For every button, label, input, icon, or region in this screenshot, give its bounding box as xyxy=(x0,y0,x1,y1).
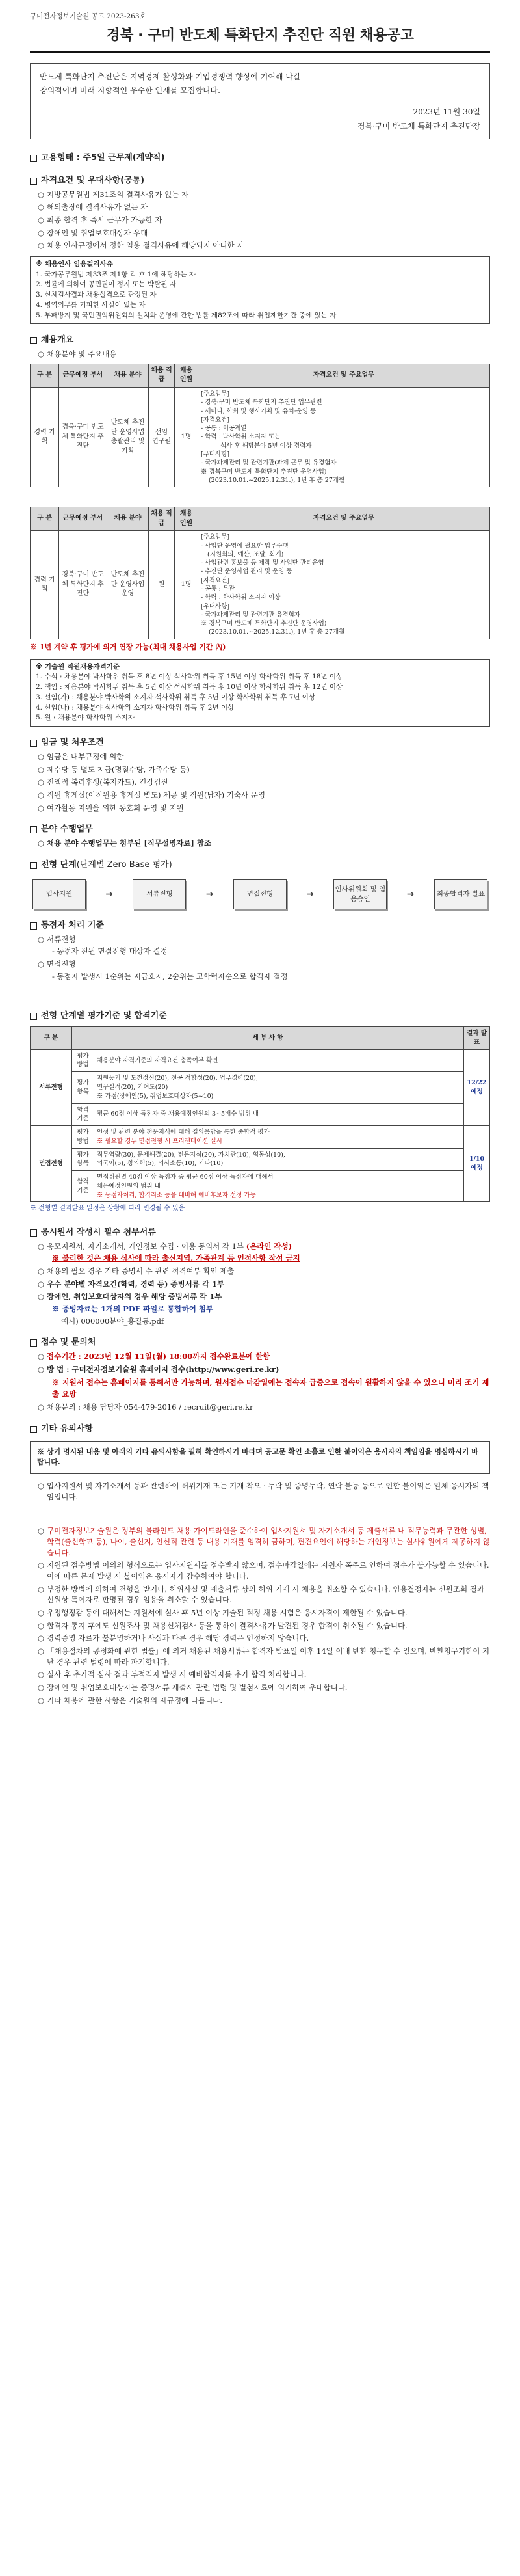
section-title: 고용형태 : 주5일 근무제(계약직) xyxy=(41,152,165,163)
table-row: 합격 기준 면접위원별 40점 이상 득점자 중 평균 60점 이상 득점자에 대해서 채용예정인원의 범위 내 ※ 동점자처리, 합격취소 등을 대비해 예비후보자 선정 가능 xyxy=(31,1171,490,1202)
square-bullet-icon xyxy=(30,922,37,930)
table-row: 평가 항목 직무역량(30), 문제해결(20), 전문지식(20), 가치관(10), 협동성(10), 외국어(5), 창의력(5), 의사소통(10), 기타(10) xyxy=(31,1148,490,1171)
list-item: ○ 우정행정감 등에 대해서는 지원서에 실사 후 5년 이상 기술된 적정 채용 시험은 응시자격이 제한될 수 있습니다. xyxy=(38,1607,408,1617)
intro-box xyxy=(30,63,490,139)
contract-note: ※ 1년 계약 후 평가에 의거 연장 가능(최대 채용사업 기간 內) xyxy=(30,642,226,651)
section-duties xyxy=(30,824,490,836)
section-other xyxy=(30,1423,490,1436)
intro-date: 2023년 11월 30일 xyxy=(413,107,480,117)
table-row: 경력 기획 경북·구미 반도체 특화단지 추진단 반도체 추진단 운영사업 운영 원 1명 [주요업무] - 사업단 운영에 필요한 업무수행 (지원회의, 예산, 조달, 회계) - 사업관련 홍보물 등 제작 및 사업단 관리운영 - 추진단 운영사업 관리 및 운영 등 [자격요건] - 공통 : 무관 - 학력 : 학사학위 소지자 이상 [우대사항] - 국가과제관리 및 관련기관 유경험자 ※ 경북구미 반도체 특화단지 추진단 운영사업) (2023.10.01.~2025.12.31.), 1년 후 총 27개월 xyxy=(31,531,490,639)
section-title: 전형 단계 xyxy=(41,859,77,870)
intro-text-1: 반도체 특화단지 추진단은 지역경제 활성화와 기업경쟁력 향상에 기여해 나갈 xyxy=(40,72,301,82)
section-tiebreak xyxy=(30,920,490,932)
recruit-table-2: 구 분 근무예정 부서 채용 분야 채용 직급 채용 인원 자격요건 및 주요업무 경력 기획 경북·구미 반도체 특화단지 추진단 반도체 추진단 운영사업 운영 원 1명 [주요업무] - 사업단 운영에 필요한 업무수행 (지원회의, 예산, 조달, 회계) - 사업관련 홍보물 등 제작 및 사업단 관리운영 - 추진단 운영사업 관리 및 운영 등 [자격요건] - 공통 : 무관 - 학력 : 학사학위 소지자 이상 [우대사항] - 국가과제관리 및 관련기관 유경험자 ※ 경북구미 반도체 특화단지 추진단 운영사업) (2023.10.01.~2025.12.31.), 1년 후 총 27개월 xyxy=(30,507,490,639)
section-stages: 전형 단계 (단계별 Zero Base 평가) xyxy=(30,859,490,872)
section-title: 임금 및 처우조건 xyxy=(41,738,104,748)
square-bullet-icon xyxy=(30,1339,37,1347)
section-documents xyxy=(30,1227,490,1239)
section-title: 기타 유의사항 xyxy=(41,1424,93,1434)
online-only-note: ※ 지원서 접수는 홈페이지를 통해서만 가능하며, 원서접수 마감일에는 접속자 급증으로 접속이 원활하지 않을 수 있으니 미리 조기 제출 요망 xyxy=(52,1377,489,1399)
stage-box: 서류전형 xyxy=(133,879,186,909)
blind-note: ※ 불리한 것은 채용 심사에 따라 출신지역, 가족관계 등 인적사항 작성 금지 xyxy=(52,1254,300,1263)
square-bullet-icon xyxy=(30,1426,37,1433)
list-subitem: - 동점자 전원 면접전형 대상자 결정 xyxy=(52,946,168,956)
notice-number: 구미전자정보기술원 공고 2023-263호 xyxy=(30,12,146,20)
stage-flow xyxy=(30,879,490,909)
stage-box: 면접전형 xyxy=(233,879,287,909)
section-title: 전형 단계별 평가기준 및 합격기준 xyxy=(41,1011,167,1021)
list-item: ○ 경력증명 자료가 불분명하거나 사실과 다른 경우 해당 경력은 인정하지 않습니다. xyxy=(38,1633,309,1643)
square-bullet-icon xyxy=(30,1229,37,1237)
section-title: 분야 수행업무 xyxy=(41,824,93,835)
square-bullet-icon xyxy=(30,178,37,185)
disqualification-note: ※ 채용인사 임용결격사유 1. 국가공무원법 제33조 제1항 각 호 1에 해당하는 자 2. 법률에 의하여 공민권이 정지 또는 박탈된 자 3. 신체검사결과 채용실격으로 판정된 자 4. 병역의무를 기피한 사실이 있는 자 5. 부패방지 및 국민권익위원회의 설치와 운영에 관한 법률 제82조에 따라 취업제한기간 중에 있는 자 xyxy=(30,256,490,325)
list-item: ○ 제수당 등 별도 지급(명절수당, 가족수당 등) xyxy=(38,764,190,774)
list-subitem: - 동점자 발생시 1순위는 저급호자, 2순위는 고학력자순으로 합격자 결정 xyxy=(52,971,288,981)
section-title: 응시원서 작성시 필수 첨부서류 xyxy=(41,1227,156,1237)
list-item: ○ 여가활동 지원을 위한 동호회 운영 및 지원 xyxy=(38,803,184,812)
section-title: 채용개요 xyxy=(41,335,74,345)
arrow-right-icon: ➔ xyxy=(205,889,214,900)
list-item: ○ 합격자 통지 후에도 신원조사 및 채용신체검사 등을 통하여 결격사유가 발견된 경우 합격이 취소될 수 있습니다. xyxy=(38,1620,408,1630)
title-divider xyxy=(30,51,490,53)
section-title: 자격요건 및 우대사항(공통) xyxy=(41,175,145,185)
list-item: ○ 부정한 방법에 의하여 전형을 받거나, 허위사실 및 제출서류 상의 허위 기재 시 채용을 취소할 수 있습니다. 임용결정자는 신원조회 결과 신원상 특이자로 판명될 경우 임용을 취소할 수 있습니다. xyxy=(38,1584,484,1605)
table-row: 면접전형 평가 방법 인성 및 관련 분야 전문지식에 대해 질의응답을 통한 종합적 평가 ※ 필요할 경우 면접전형 시 프리젠테이션 실시 1/10 예정 xyxy=(31,1126,490,1149)
square-bullet-icon xyxy=(30,862,37,869)
recruit-table-1: 구 분 근무예정 부서 채용 분야 채용 직급 채용 인원 자격요건 및 주요업무 경력 기획 경북·구미 반도체 특화단지 추진단 반도체 추진단 운영사업 총괄관리 및 기획 선임 연구원 1명 [주요업무] - 경북·구미 반도체 특화단지 추진단 업무관련 - 세미나, 학회 및 행사기획 및 유치·운영 등 [자격요건] - 공통 : 이공계열 - 학력 : 박사학위 소지자 또는 석사 후 해당분야 5년 이상 경력자 [우대사항] - 국가과제관리 및 관련기관(과제 근무 및 유경험자 ※ 경북구미 반도체 특화단지 추진단 운영사업) (2023.10.01.~2025.12.31.), 1년 후 총 27개월 xyxy=(30,364,490,487)
list-item: ○ 전액적 복리후생(복지카드), 건강검진 xyxy=(38,777,168,787)
evaluation-table: 구 분 세 부 사 항 결과 발표 서류전형 평가 방법 채용분야 자격기준의 자격요건 충족여부 확인 12/22 예정 평가 항목 지원동기 및 도전정신(20), 전공 적합성(20), 업무경력(20), 연구실적(20), 기여도(20) ※ 가점(장애인(5), 취업보호대상자(5~10) 합격 기준 평균 60점 이상 득점자 중 채용예정인원의 3~5배수 범위 내 면접전형 평가 방법 인성 및 관련 분야 전문지식에 대해 질의응답을 통한 종합적 평가 ※ 필요할 경우 면접전형 시 프리젠테이션 실시 1/10 예정 평가 항목 직무역량(30), 문제해결(20), 전문지식(20), 가치관(10), 협동성(10), 외국어(5), 창의력(5), 의사소통(10), 기타(10) 합격 기준 면접위원별 40점 이상 득점자 중 평균 60점 이상 득점자에 대해서 채용예정인원의 범위 내 ※ 동점자처리, 합격취소 등을 대비해 예비후보자 선정 가능 xyxy=(30,1026,490,1202)
list-item: ○ 채용문의 : 채용 담당자 054-479-2016 / recruit@geri.re.kr xyxy=(38,1402,254,1412)
stage-box: 입사지원 xyxy=(32,879,86,909)
list-item: ○ 해외출장에 결격사유가 없는 자 xyxy=(38,202,148,212)
evaluation-footnote: ※ 전형별 결과발표 일정은 상황에 따라 변경될 수 있음 xyxy=(30,1205,185,1213)
list-item: ○ 면접전형 xyxy=(38,959,76,969)
section-employment-type xyxy=(30,152,490,165)
stage-box: 최종합격자 발표 xyxy=(434,879,488,909)
caution-box: ※ 상기 명시된 내용 및 아래의 기타 유의사항을 필히 확인하시기 바라며 공고문 확인 소홀로 인한 불이익은 응시자의 책임임을 명심하시기 바랍니다. xyxy=(30,1441,490,1474)
table-row: 평가 항목 지원동기 및 도전정신(20), 전공 적합성(20), 업무경력(20), 연구실적(20), 기여도(20) ※ 가점(장애인(5), 취업보호대상자(5~10) xyxy=(31,1072,490,1103)
page-title: 경북 · 구미 반도체 특화단지 추진단 직원 채용공고 xyxy=(106,27,414,44)
list-item: ○ 채용의 필요 경우 기타 증명서 수 관련 적격여부 확인 제출 xyxy=(38,1267,235,1276)
list-item: ○ 「채용절차의 공정화에 관한 법률」에 의거 채용된 채용서류는 합격자 발표일 이후 14일 이내 반환 청구할 수 있으며, 반환청구기한이 지난 경우 관련 법령에 따라 파기합니다. xyxy=(38,1646,490,1667)
list-item: ○ 입사지원서 및 자기소개서 등과 관련하여 허위기재 또는 기재 착오 · 누락 및 증명누락, 연락 불능 등으로 인한 불이익은 일체 응시자의 책임입니다. xyxy=(38,1481,489,1501)
list-item: ○ 최종 합격 후 즉시 근무가 가능한 자 xyxy=(38,215,162,224)
section-contact xyxy=(30,1337,490,1349)
list-item: ○ 서류전형 xyxy=(38,934,76,944)
list-item: ○ 채용 분야 수행업무는 첨부된 [직무설명자료] 참조 xyxy=(38,839,212,848)
section-evaluation xyxy=(30,1010,490,1023)
table-row: 경력 기획 경북·구미 반도체 특화단지 추진단 반도체 추진단 운영사업 총괄관리 및 기획 선임 연구원 1명 [주요업무] - 경북·구미 반도체 특화단지 추진단 업무관련 - 세미나, 학회 및 행사기획 및 유치·운영 등 [자격요건] - 공통 : 이공계열 - 학력 : 박사학위 소지자 또는 석사 후 해당분야 5년 이상 경력자 [우대사항] - 국가과제관리 및 관련기관(과제 근무 및 유경험자 ※ 경북구미 반도체 특화단지 추진단 운영사업) (2023.10.01.~2025.12.31.), 1년 후 총 27개월 xyxy=(31,387,490,487)
intro-org: 경북·구미 반도체 특화단지 추진단장 xyxy=(357,121,480,131)
square-bullet-icon xyxy=(30,1013,37,1020)
arrow-right-icon: ➔ xyxy=(406,889,415,900)
career-criteria-note: ※ 기술원 직원채용자격기준 1. 수석 : 채용분야 박사학위 취득 후 8년 이상 석사학위 취득 후 15년 이상 학사학위 취득 후 18년 이상 2. 책임 : 채용분야 박사학위 취득 후 5년 이상 석사학위 취득 후 10년 이상 학사학위 취득 후 12년 이상 3. 선임(가) : 채용분야 박사학위 소지자 석사학위 취득 후 5년 이상 학사학위 취득 후 7년 이상 4. 선임(나) : 채용분야 석사학위 소지자 학사학위 취득 후 2년 이상 5. 원 : 채용분야 학사학위 소지자 xyxy=(30,659,490,727)
intro-text-2: 창의적이며 미래 지향적인 우수한 인재를 모집합니다. xyxy=(40,86,220,96)
list-item: ○ 우수 분야별 자격요건(학력, 경력 등) 증빙서류 각 1부 xyxy=(38,1279,225,1289)
square-bullet-icon xyxy=(30,826,37,833)
list-item: ○ 임금은 내부규정에 의함 xyxy=(38,752,124,762)
section-title: 동점자 처리 기준 xyxy=(41,920,104,930)
square-bullet-icon xyxy=(30,155,37,162)
list-item: ○ 장애인, 취업보호대상자의 경우 해당 증빙서류 각 1부 xyxy=(38,1292,222,1302)
section-title: 접수 및 문의처 xyxy=(41,1337,96,1348)
table-row: 서류전형 평가 방법 채용분야 자격기준의 자격요건 충족여부 확인 12/22 예정 xyxy=(31,1049,490,1072)
list-item: ○ 장애인 및 취업보호대상자 우대 xyxy=(38,228,148,237)
list-item: ○ 방 법 : 구미전자정보기술원 홈페이지 접수(http://www.geri.re.kr) xyxy=(38,1364,280,1374)
list-item: ○ 채용 인사규정에서 정한 임용 결격사유에 해당되지 아니한 자 xyxy=(38,241,244,250)
list-item: ○ 기타 채용에 관한 사항은 기술원의 제규정에 따릅니다. xyxy=(38,1695,222,1705)
square-bullet-icon xyxy=(30,740,37,747)
section-overview xyxy=(30,334,490,347)
list-item: ○ 지원된 접수방법 이외의 형식으로는 입사지원서를 접수받지 않으며, 접수마감일에는 지원자 폭주로 인하여 접수가 불가능할 수 있습니다. 이에 따른 문제 발생 시 불이익은 응시자가 감수하여야 합니다. xyxy=(38,1561,489,1581)
list-item: ○ 장애인 및 취업보호대상자는 증명서류 제출시 관련 법령 및 별첨자료에 의거하여 우대합니다. xyxy=(38,1683,348,1693)
pdf-example: 예시) 000000분야_홍길동.pdf xyxy=(61,1316,164,1326)
list-item: ○ 실사 후 추가적 심사 결과 부적격자 발생 시 예비합격자를 추가 합격 처리합니다. xyxy=(38,1670,307,1680)
list-item: ○ 직원 휴게실(이직원용 휴게실 별도) 제공 및 직원(남자) 기숙사 운영 xyxy=(38,790,266,800)
list-item: ○ 채용분야 및 주요내용 xyxy=(38,349,117,359)
pdf-note: ※ 증빙자료는 1개의 PDF 파일로 통합하여 첨부 xyxy=(52,1304,214,1314)
list-item: ○ 지방공무원법 제31조의 결격사유가 없는 자 xyxy=(38,189,189,199)
list-item: ○ 응모지원서, 자기소개서, 개인정보 수집 · 이용 동의서 각 1부 (온라인 작성) xyxy=(38,1241,292,1251)
square-bullet-icon xyxy=(30,337,37,344)
arrow-right-icon: ➔ xyxy=(306,889,315,900)
section-qualifications xyxy=(30,175,490,187)
list-item: ○ 구미전자정보기술원은 정부의 블라인드 채용 가이드라인을 준수하여 입사지원서 및 자기소개서 등 제출서류 내 직무능력과 무관한 성별, 학력(출신학교 등), 나이, 출신지, 인신적 관련 등 내용 기재를 엄격히 금하며, 편견요인에 해당하는 개인정보는 실사위원에게 제공하지 않습니다. xyxy=(38,1526,490,1557)
arrow-right-icon: ➔ xyxy=(105,889,114,900)
stage-box: 인사위원회 및 임용승인 xyxy=(333,879,387,909)
list-item: ○ 접수기간 : 2023년 12월 11일(월) 18:00까지 접수완료분에 한함 xyxy=(38,1352,270,1362)
section-wages xyxy=(30,737,490,749)
table-row: 합격 기준 평균 60점 이상 득점자 중 채용예정인원의 3~5배수 범위 내 xyxy=(31,1103,490,1126)
